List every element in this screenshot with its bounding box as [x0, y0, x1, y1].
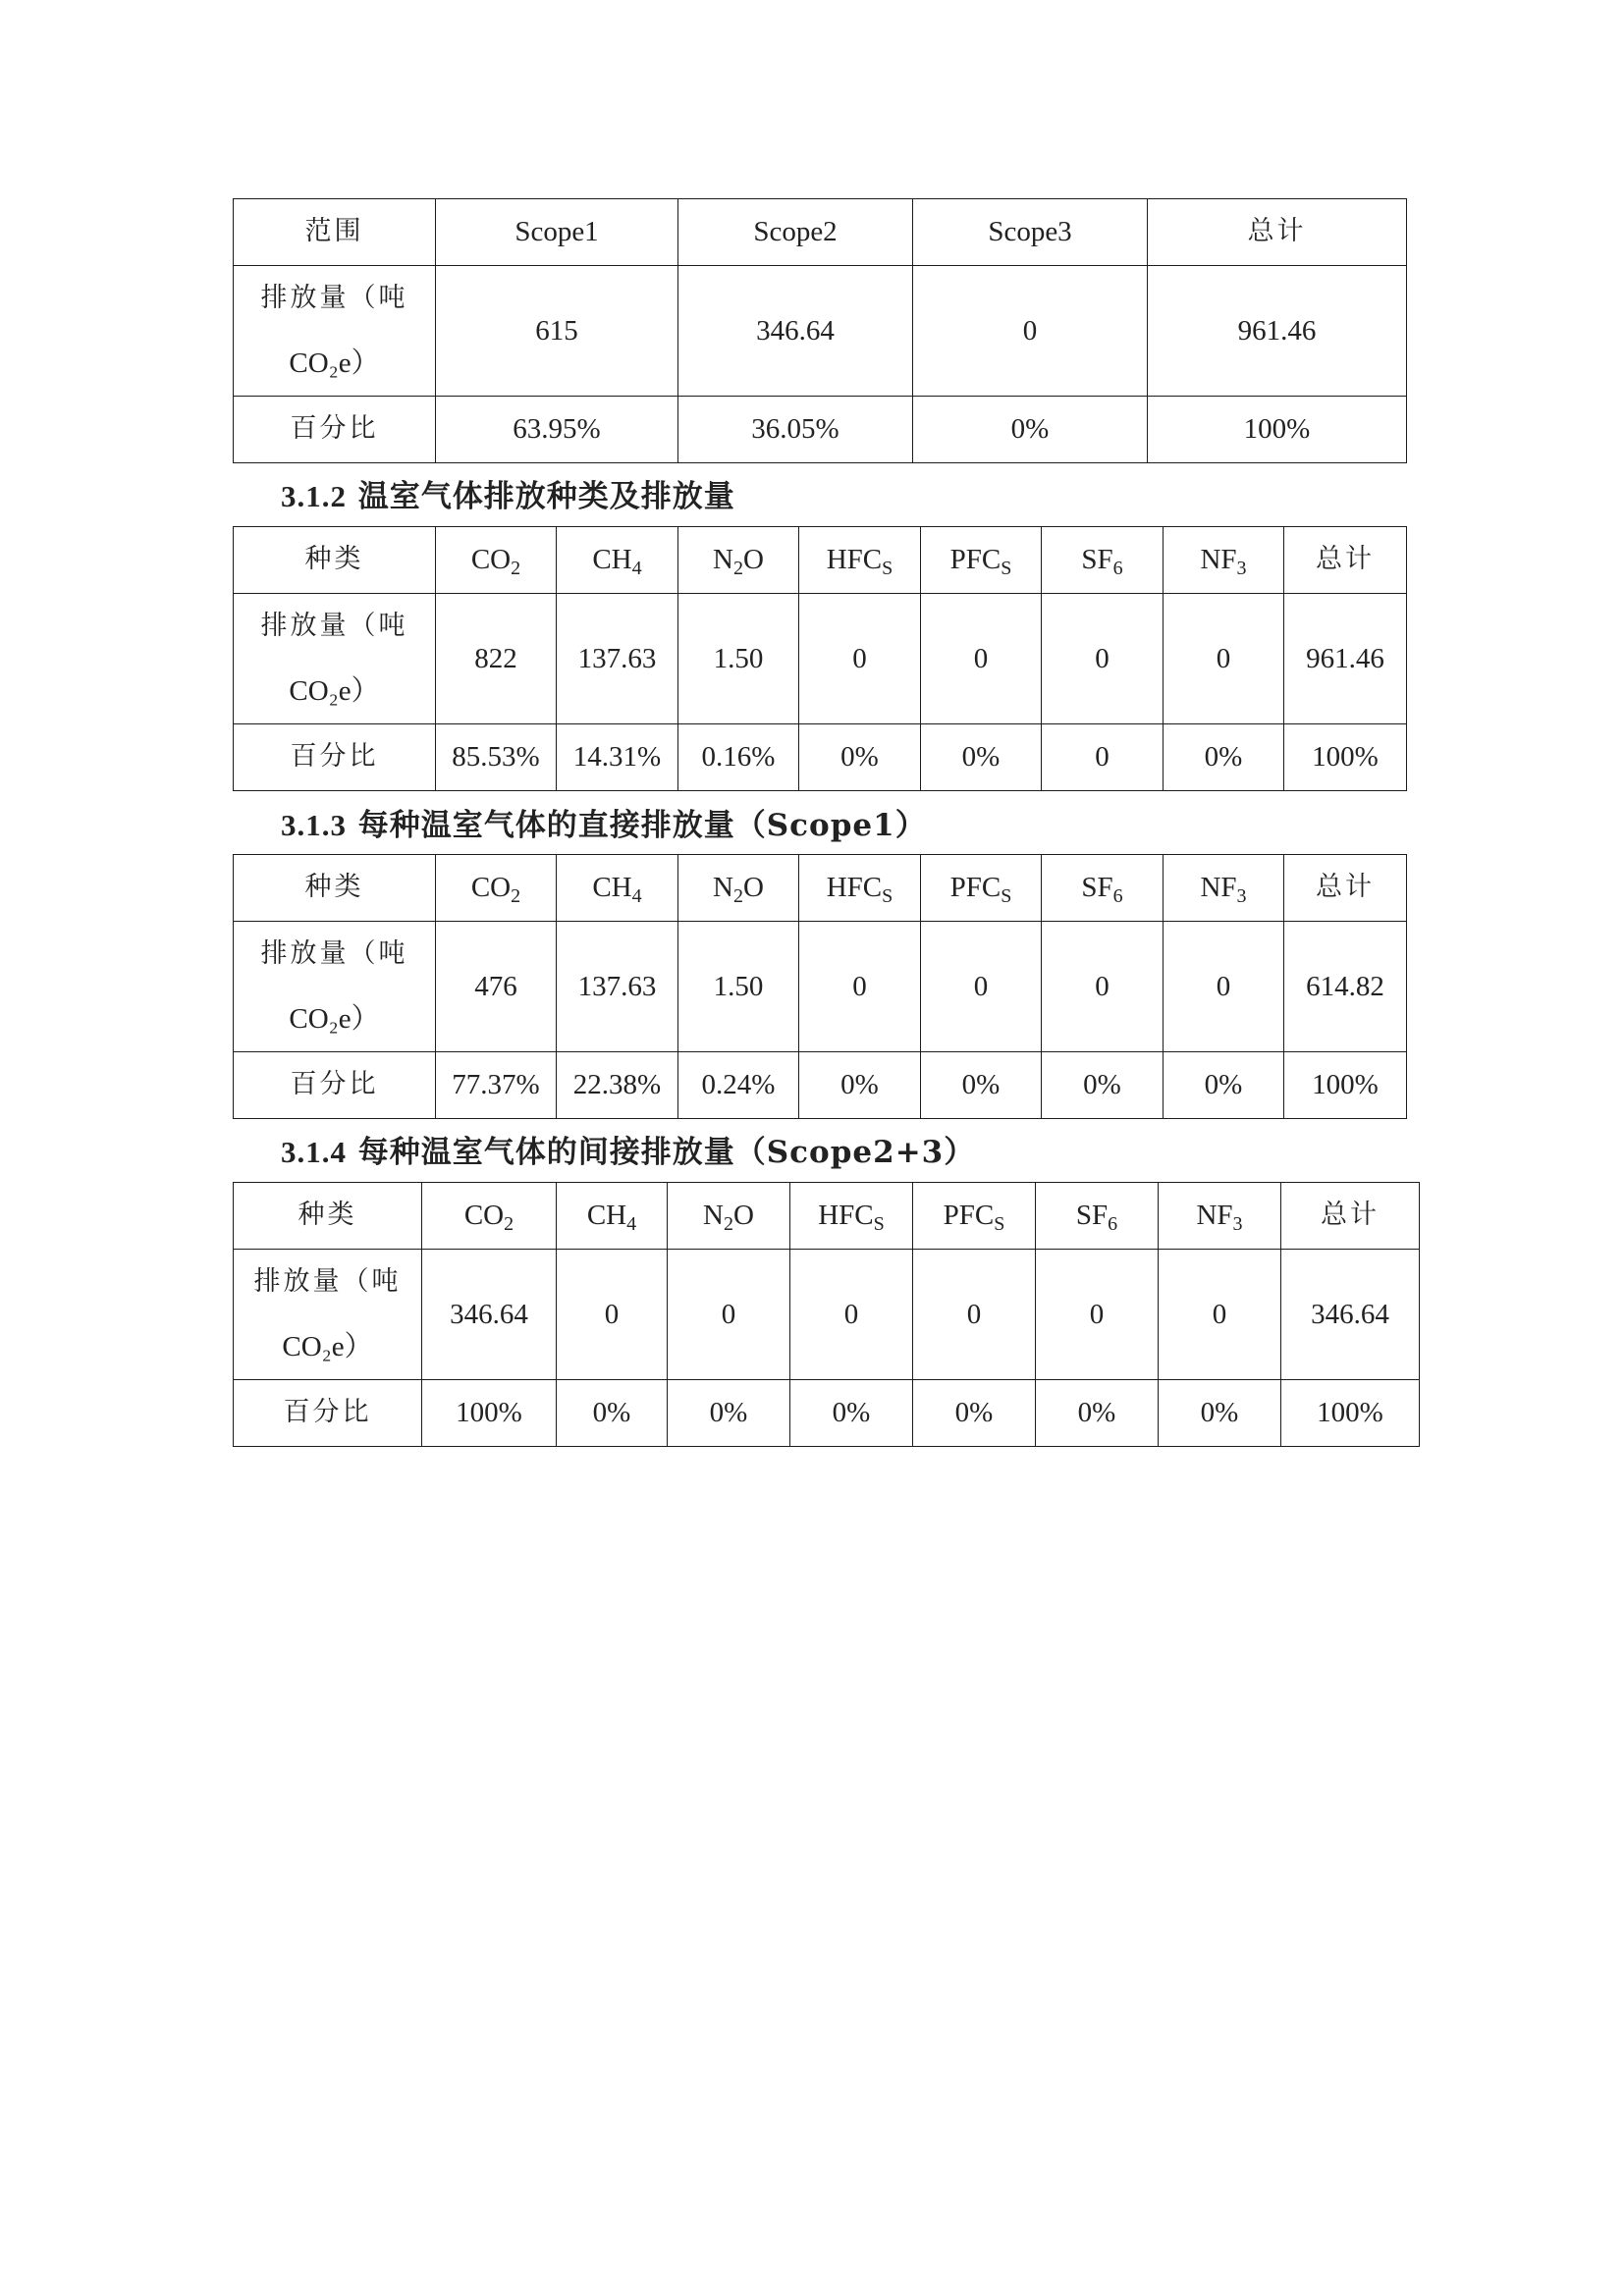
header-cell-n2o: $N_2O$: [668, 1183, 790, 1250]
value-cell: 0: [668, 1250, 790, 1380]
value-cell: 0: [1042, 594, 1164, 724]
value-cell: 0: [913, 1250, 1036, 1380]
row-label-emission: [234, 266, 436, 397]
value-cell: 77.37%: [436, 1052, 557, 1119]
table-row-emission: [234, 594, 1407, 724]
value-cell: 0%: [799, 724, 921, 791]
header-cell-pfcs: $PFC_S$: [913, 1183, 1036, 1250]
indirect-emission-table: [233, 1182, 1420, 1447]
value-cell: 100%: [1284, 1052, 1407, 1119]
value-cell: 0%: [1164, 1052, 1284, 1119]
value-cell: 100%: [1284, 724, 1407, 791]
header-cell-pfcs: $PFC_S$: [921, 855, 1042, 922]
header-cell-co2: $CO_2$: [436, 855, 557, 922]
row-label-percent: 百分比: [234, 1380, 422, 1447]
row-label-percent: 百分比: [234, 397, 436, 463]
value-cell: 0: [557, 1250, 668, 1380]
value-cell: 0%: [557, 1380, 668, 1447]
header-cell-total: 总计: [1284, 527, 1407, 594]
section-number: 3.1.4: [281, 1135, 347, 1169]
section-title: 每种温室气体的间接排放量（Scope2+3）: [357, 1135, 976, 1170]
value-cell: 0%: [668, 1380, 790, 1447]
value-cell: 1.50: [678, 922, 799, 1052]
header-cell-n2o: $N_2O$: [678, 855, 799, 922]
value-cell: 961.46: [1148, 266, 1407, 397]
value-cell: 0: [799, 922, 921, 1052]
header-cell-co2: $CO_2$: [422, 1183, 557, 1250]
header-cell-total: 总计: [1148, 199, 1407, 266]
header-cell-scope3: Scope3: [913, 199, 1148, 266]
header-cell-sf6: $SF_6$: [1042, 527, 1164, 594]
value-cell: 22.38%: [557, 1052, 678, 1119]
header-cell-total: 总计: [1281, 1183, 1420, 1250]
value-cell: 0: [1164, 922, 1284, 1052]
value-cell: 0: [1042, 724, 1164, 791]
value-cell: 0%: [790, 1380, 913, 1447]
direct-emission-table: [233, 854, 1407, 1119]
value-cell: 346.64: [1281, 1250, 1420, 1380]
value-cell: 0: [1036, 1250, 1159, 1380]
value-cell: 0%: [1036, 1380, 1159, 1447]
table-row-percent: [234, 724, 1407, 791]
value-cell: 100%: [422, 1380, 557, 1447]
value-cell: 0%: [921, 724, 1042, 791]
table-row-emission: [234, 266, 1407, 397]
value-cell: 63.95%: [436, 397, 678, 463]
header-cell-type: 种类: [234, 527, 436, 594]
header-cell-co2: $CO_2$: [436, 527, 557, 594]
header-cell-n2o: $N_2O$: [678, 527, 799, 594]
header-cell-scope1: Scope1: [436, 199, 678, 266]
header-cell-ch4: $CH_4$: [557, 527, 678, 594]
header-cell-type: 种类: [234, 855, 436, 922]
value-cell: 137.63: [557, 922, 678, 1052]
header-cell-hfcs: $HFC_S$: [790, 1183, 913, 1250]
value-cell: 100%: [1148, 397, 1407, 463]
row-label-line2: CO₂e）: [289, 675, 380, 707]
header-cell-total: 总计: [1284, 855, 1407, 922]
header-cell-hfcs: $HFC_S$: [799, 527, 921, 594]
section-heading-3-1-2: [281, 471, 735, 515]
header-cell-range: 范围: [234, 199, 436, 266]
row-label-percent: 百分比: [234, 1052, 436, 1119]
value-cell: 0%: [799, 1052, 921, 1119]
row-label-line2: CO₂e）: [282, 1331, 373, 1362]
header-cell-ch4: $CH_4$: [557, 855, 678, 922]
value-cell: 346.64: [422, 1250, 557, 1380]
scope-emission-table: [233, 198, 1407, 463]
table-row-percent: [234, 397, 1407, 463]
section-title: 每种温室气体的直接排放量（Scope1）: [357, 808, 927, 843]
gas-types-emission-table: [233, 526, 1407, 791]
table-row-percent: [234, 1052, 1407, 1119]
value-cell: 0.16%: [678, 724, 799, 791]
row-label-line1: 排放量（吨: [253, 1266, 402, 1297]
row-label-emission: [234, 1250, 422, 1380]
value-cell: 0%: [921, 1052, 1042, 1119]
value-cell: 100%: [1281, 1380, 1420, 1447]
header-cell-hfcs: $HFC_S$: [799, 855, 921, 922]
value-cell: 0: [1159, 1250, 1281, 1380]
row-label-percent: 百分比: [234, 724, 436, 791]
value-cell: 0.24%: [678, 1052, 799, 1119]
value-cell: 822: [436, 594, 557, 724]
header-cell-ch4: $CH_4$: [557, 1183, 668, 1250]
value-cell: 36.05%: [678, 397, 913, 463]
row-label-line1: 排放量（吨: [260, 611, 408, 641]
value-cell: 346.64: [678, 266, 913, 397]
section-number: 3.1.2: [281, 479, 347, 513]
header-cell-nf3: $NF_3$: [1164, 527, 1284, 594]
row-label-line1: 排放量（吨: [260, 283, 408, 313]
row-label-line2: CO₂e）: [289, 347, 380, 379]
table-header-row: [234, 199, 1407, 266]
value-cell: 476: [436, 922, 557, 1052]
row-label-line2: CO₂e）: [289, 1003, 380, 1035]
value-cell: 14.31%: [557, 724, 678, 791]
table-header-row: [234, 527, 1407, 594]
value-cell: 0%: [1159, 1380, 1281, 1447]
value-cell: 0%: [1042, 1052, 1164, 1119]
table-header-row: [234, 855, 1407, 922]
header-cell-nf3: $NF_3$: [1164, 855, 1284, 922]
row-label-emission: [234, 922, 436, 1052]
value-cell: 0: [799, 594, 921, 724]
row-label-line1: 排放量（吨: [260, 938, 408, 969]
table-row-emission: [234, 1250, 1420, 1380]
value-cell: 0: [921, 594, 1042, 724]
value-cell: 85.53%: [436, 724, 557, 791]
section-title: 温室气体排放种类及排放量: [357, 479, 735, 514]
value-cell: 137.63: [557, 594, 678, 724]
value-cell: 0: [913, 266, 1148, 397]
value-cell: 614.82: [1284, 922, 1407, 1052]
value-cell: 0: [921, 922, 1042, 1052]
table-header-row: [234, 1183, 1420, 1250]
section-number: 3.1.3: [281, 808, 347, 842]
value-cell: 0%: [913, 397, 1148, 463]
value-cell: 0: [790, 1250, 913, 1380]
header-cell-sf6: $SF_6$: [1036, 1183, 1159, 1250]
value-cell: 1.50: [678, 594, 799, 724]
header-cell-pfcs: $PFC_S$: [921, 527, 1042, 594]
table-row-percent: [234, 1380, 1420, 1447]
value-cell: 961.46: [1284, 594, 1407, 724]
header-cell-type: 种类: [234, 1183, 422, 1250]
value-cell: 0: [1042, 922, 1164, 1052]
header-cell-scope2: Scope2: [678, 199, 913, 266]
value-cell: 0%: [913, 1380, 1036, 1447]
value-cell: 615: [436, 266, 678, 397]
value-cell: 0: [1164, 594, 1284, 724]
section-heading-3-1-3: [281, 800, 927, 844]
value-cell: 0%: [1164, 724, 1284, 791]
header-cell-sf6: $SF_6$: [1042, 855, 1164, 922]
table-row-emission: [234, 922, 1407, 1052]
section-heading-3-1-4: [281, 1127, 975, 1171]
header-cell-nf3: $NF_3$: [1159, 1183, 1281, 1250]
row-label-emission: [234, 594, 436, 724]
